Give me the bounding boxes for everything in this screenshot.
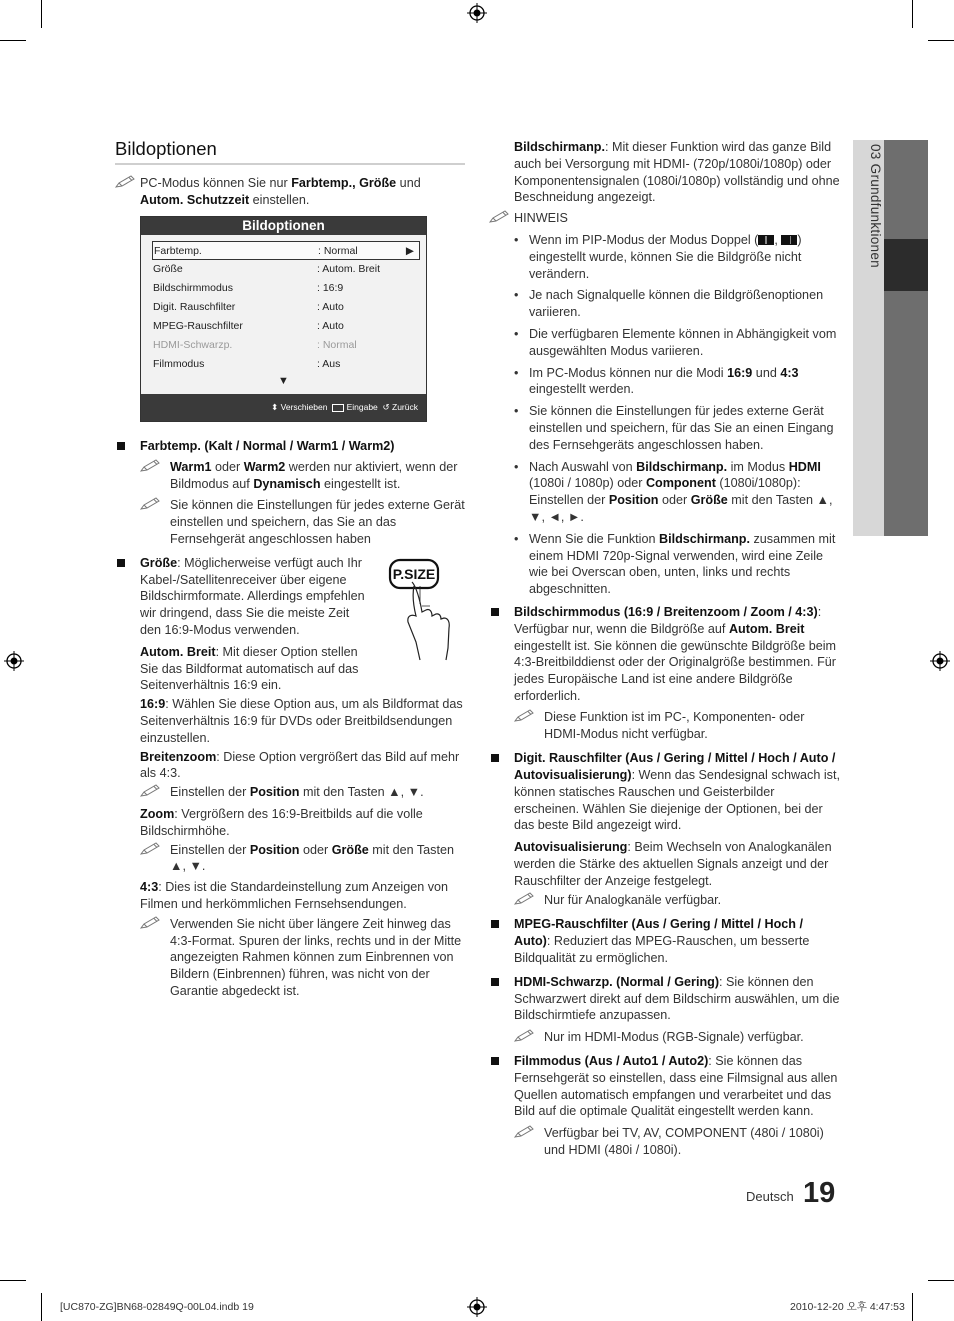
crop-mark <box>912 0 913 28</box>
autom-breit-text: Autom. Breit: Mit dieser Option stellen Sie das Bildformat automatisch auf das Seitenverhältnis 16:9 ein. <box>140 644 359 693</box>
section-heading: Bildoptionen <box>115 138 465 165</box>
return-icon: ↺ <box>382 402 390 412</box>
note-pencil-icon <box>140 784 162 798</box>
note-pencil-icon <box>140 916 162 930</box>
note-pencil-icon <box>489 210 511 224</box>
note-pencil-icon <box>514 1125 536 1139</box>
filmmodus-note: Verfügbar bei TV, AV, COMPONENT (480i / 1080i) und HDMI (480i / 1080i). <box>514 1125 841 1159</box>
intro-note: PC-Modus können Sie nur Farbtemp., Größe und Autom. Schutzzeit einstellen. <box>115 175 465 209</box>
bildschirmmodus-note: Diese Funktion ist im PC-, Komponenten- oder HDMI-Modus nicht verfügbar. <box>514 709 841 743</box>
hdmi-schwarzp-item: HDMI-Schwarzp. (Normal / Gering): Sie können den Schwarzwert direkt auf dem Bildschirm auswählen, um die Bildschirmtiefe anzupassen. <box>489 974 841 1024</box>
registration-mark-icon <box>4 651 24 671</box>
svg-text:P.SIZE: P.SIZE <box>392 566 436 582</box>
right-arrow-icon: ▶ <box>405 245 414 257</box>
crop-mark <box>41 0 42 28</box>
hinweis-label: HINWEIS <box>489 210 841 227</box>
crop-mark <box>912 1293 913 1321</box>
crop-mark <box>0 40 26 41</box>
zoom-text: Zoom: Vergrößern des 16:9-Breitbilds auf die volle Bildschirmhöhe. <box>140 806 423 838</box>
osd-menu <box>140 216 427 422</box>
page-number: 19 <box>803 1177 836 1209</box>
registration-mark-icon <box>930 651 950 671</box>
filmmodus-item: Filmmodus (Aus / Auto1 / Auto2): Sie können das Fernsehgerät so einstellen, dass eine Filmsignal aus allen Quellen automatisch empfangen und verarbeitet und das Bild auf die optimale Qualität eingestellt werden kann. <box>489 1053 841 1120</box>
note-pencil-icon <box>140 497 162 511</box>
print-slug-right: 2010-12-20 오후 4:47:53 <box>790 1301 905 1313</box>
osd-row-hdmi-schwarzp: HDMI-Schwarzp. : Normal <box>153 339 357 351</box>
hdmi-schwarzp-note: Nur im HDMI-Modus (RGB-Signale) verfügbar. <box>514 1029 841 1046</box>
farbtemp-item: Farbtemp. (Kalt / Normal / Warm1 / Warm2) <box>115 438 467 455</box>
list-item: • Wenn im PIP-Modus der Modus Doppel ( , ) eingestellt wurde, können Sie die Bildgröße nicht verändern. <box>514 232 841 282</box>
bildschirmanp-text: Bildschirmanp.: Mit dieser Funktion wird das ganze Bild auch bei Versorgung mit HDMI- (720p/1080i/1080p) oder Komponentensignalen (1080i/1080p) vollständig und ohne Beschneidung angezeigt. <box>514 140 840 205</box>
note-pencil-icon <box>140 842 162 856</box>
print-slug-left: [UC870-ZG]BN68-02849Q-00L04.indb 19 <box>60 1301 254 1313</box>
r43-note: Verwenden Sie nicht über längere Zeit hinweg das 4:3-Format. Spuren der links, rechts und in der Mitte angezeigten Rahmen können zum Einbrennen von Bildern (Einbrennen) führen, was nicht von der Garantie abgedeckt ist. <box>140 916 467 1000</box>
groesse-item: Größe: Möglicherweise verfügt auch Ihr Kabel-/Satellitenreceiver über eigene Bildschirmformate. Allerdings empfehlen wir dringend, dass Sie die meiste Zeit den 16:9-Modus verwenden. <box>115 555 371 639</box>
digit-rauschfilter-item: Digit. Rauschfilter (Aus / Gering / Mittel / Hoch / Auto / Autovisualisierung): Wenn das Sendesignal schwach ist, können statisches Rauschen und Geisterbilder erscheinen. Wählen Sie diejenige der Optionen, bei der das beste Bild angezeigt wird. <box>489 750 841 834</box>
osd-row-mpeg-rauschfilter[interactable]: MPEG-Rauschfilter : Auto <box>153 320 344 332</box>
note-pencil-icon <box>140 459 162 473</box>
list-item: • Im PC-Modus können nur die Modi 16:9 und 4:3 eingestellt werden. <box>514 365 841 399</box>
note-pencil-icon <box>115 175 137 189</box>
autovisualisierung-text: Autovisualisierung: Beim Wechseln von Analogkanälen werden die Stärke des aktuellen Signals anzeigt und der Rauschfilter der Anzeige festgelegt. <box>514 840 832 888</box>
r43-text: 4:3: Dies ist die Standardeinstellung zum Anzeigen von Filmen und herkömmlichen Fernsehsendungen. <box>140 880 449 911</box>
breitenzoom-text: Breitenzoom: Diese Option vergrößert das Bild auf mehr als 4:3. <box>140 749 460 781</box>
r169-text: 16:9: Wählen Sie diese Option aus, um als Bildformat das Seitenverhältnis 16:9 für DVDs oder Breitbildsendungen einzustellen. <box>140 697 463 745</box>
list-item: • Wenn Sie die Funktion Bildschirmanp. zusammen mit einem HDMI 720p-Signal verwenden, wird eine Zeile wie bei Overscan oben, unten, links und rechts abgeschnitten. <box>514 531 841 598</box>
enter-icon <box>332 404 344 412</box>
note-pencil-icon <box>514 709 536 723</box>
chapter-title: 03 Grundfunktionen <box>868 144 883 268</box>
bildschirmmodus-item: Bildschirmmodus (16:9 / Breitenzoom / Zoom / 4:3): Verfügbar nur, wenn die Bildgröße auf Autom. Breit eingestellt ist. Sie können die gewünschte Bildgröße beim 4:3-Breitbilddienst oder der Originalgröße bestimmen. Für jedes Europäische Land ist eine andere Bildgröße erforderlich. <box>489 604 841 705</box>
crop-mark <box>928 1280 954 1281</box>
autovisualisierung-note: Nur für Analogkanäle verfügbar. <box>514 892 841 909</box>
osd-row-farbtemp[interactable]: Farbtemp. : Normal ▶ <box>152 241 420 260</box>
note-pencil-icon <box>514 1029 536 1043</box>
footer-language: Deutsch <box>746 1189 794 1204</box>
scroll-down-icon[interactable]: ▼ <box>278 375 289 387</box>
osd-row-bildschirmmodus[interactable]: Bildschirmmodus : 16:9 <box>153 282 344 294</box>
farbtemp-note-2: Sie können die Einstellungen für jedes externe Gerät einstellen und speichern, das Sie an das Fernsehgerät angeschlossen haben <box>140 497 467 547</box>
updown-icon: ⬍ <box>271 402 279 412</box>
registration-mark-icon <box>467 1297 487 1317</box>
osd-row-groesse[interactable]: Größe : Autom. Breit <box>153 263 381 275</box>
right-column <box>489 139 841 1159</box>
crop-mark <box>928 40 954 41</box>
crop-mark <box>41 1293 42 1321</box>
breitenzoom-note: Einstellen der Position mit den Tasten ▲, ▼. <box>140 784 467 801</box>
osd-row-filmmodus[interactable]: Filmmodus : Aus <box>153 358 341 370</box>
mpeg-rauschfilter-item: MPEG-Rauschfilter (Aus / Gering / Mittel / Hoch / Auto): Reduziert das MPEG-Rauschen, um besserte Bildqualität zu ermöglichen. <box>489 916 841 966</box>
farbtemp-note-1: Warm1 oder Warm2 werden nur aktiviert, wenn der Bildmodus auf Dynamisch eingestellt ist. <box>140 459 467 493</box>
note-pencil-icon <box>514 892 536 906</box>
osd-row-digit-rauschfilter[interactable]: Digit. Rauschfilter : Auto <box>153 301 344 313</box>
chapter-tab-marker <box>884 239 928 291</box>
list-item: • Die verfügbaren Elemente können in Abhängigkeit vom ausgewählten Modus variieren. <box>514 326 841 360</box>
osd-footer: ⬍ Verschieben Eingabe ↺ Zurück <box>141 394 426 421</box>
list-item: • Je nach Signalquelle können die Bildgrößenoptionen variieren. <box>514 287 841 321</box>
pip-double-icon <box>758 235 774 245</box>
zoom-note: Einstellen der Position oder Größe mit den Tasten ▲, ▼. <box>140 842 467 876</box>
crop-mark <box>0 1280 26 1281</box>
registration-mark-icon <box>467 3 487 23</box>
chapter-tab-dark <box>884 140 928 536</box>
osd-title: Bildoptionen <box>141 217 426 235</box>
left-column <box>115 438 467 1000</box>
pip-double-icon <box>781 235 797 245</box>
list-item: • Sie können die Einstellungen für jedes externe Gerät einstellen und speichern, für das Sie an einen Eingang des Fernsehgeräts angeschlossen haben. <box>514 403 841 453</box>
psize-button-hand-icon <box>386 556 458 662</box>
hinweis-list <box>489 232 841 598</box>
list-item: • Nach Auswahl von Bildschirmanp. im Modus HDMI (1080i / 1080p) oder Component (1080i/1080p): Einstellen der Position oder Größe mit den Tasten ▲, ▼, ◄, ►. <box>514 459 841 526</box>
